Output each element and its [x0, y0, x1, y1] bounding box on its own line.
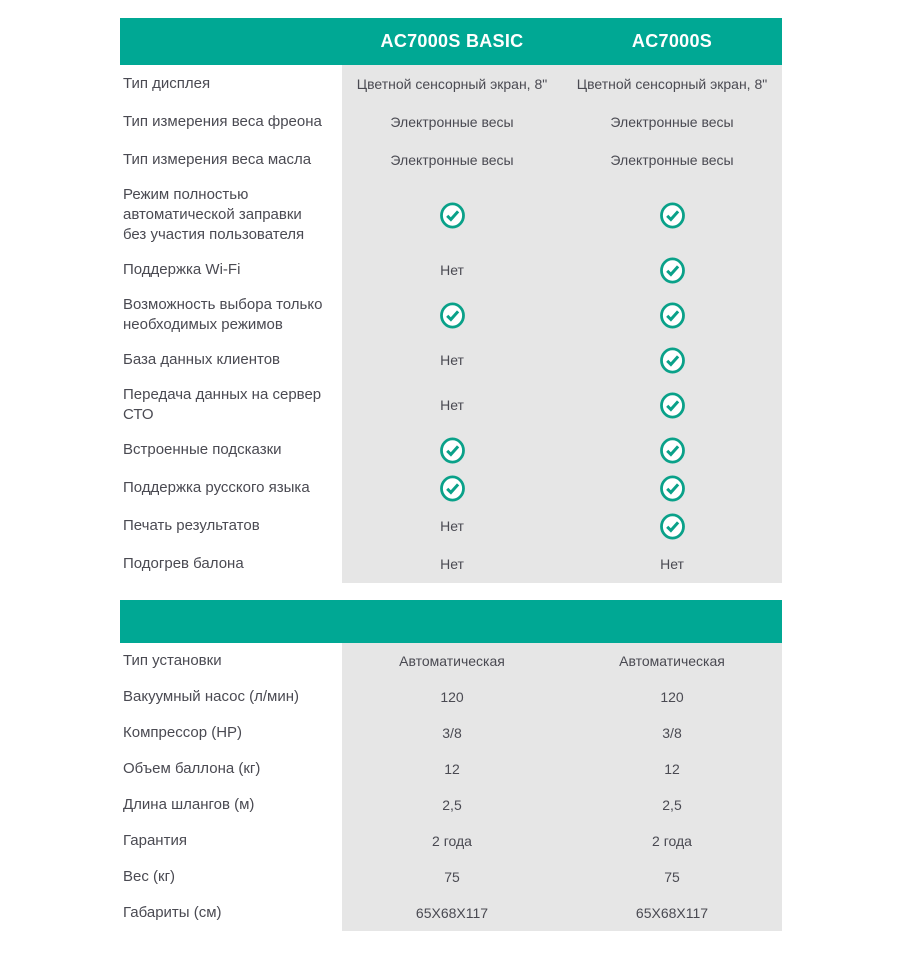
- value-cell: 2,5: [342, 787, 562, 823]
- row-label: Поддержка Wi-Fi: [120, 251, 342, 289]
- row-label: База данных клиентов: [120, 341, 342, 379]
- row-label: Печать результатов: [120, 507, 342, 545]
- header-spacer: [120, 18, 342, 65]
- column-header-ac7000s: AC7000S: [631, 31, 713, 51]
- check-icon: [660, 257, 685, 284]
- table-row: [120, 679, 782, 715]
- row-label: Компрессор (HP): [120, 715, 342, 751]
- row-label: Габариты (см): [120, 895, 342, 931]
- value-cell: Электронные весы: [562, 103, 782, 141]
- check-icon: [660, 437, 685, 464]
- value-cell: Нет: [342, 545, 562, 583]
- table-row: [120, 289, 782, 341]
- value-cell: 12: [562, 751, 782, 787]
- row-label: Тип измерения веса фреона: [120, 103, 342, 141]
- row-label: Тип установки: [120, 643, 342, 679]
- value-cell: Нет: [562, 545, 782, 583]
- value-cell: [342, 289, 562, 341]
- value-cell: Электронные весы: [562, 141, 782, 179]
- value-cell: Нет: [342, 341, 562, 379]
- column-header-ac7000s-basic: AC7000S BASIC: [380, 31, 524, 51]
- table-row: [120, 469, 782, 507]
- value-cell: [342, 431, 562, 469]
- check-icon: [660, 202, 685, 229]
- row-label: Возможность выбора только необходимых режимов: [120, 289, 342, 341]
- value-cell: 2 года: [562, 823, 782, 859]
- section-divider-bar: [120, 600, 782, 643]
- specs-section-features: [120, 18, 782, 583]
- value-cell: 2,5: [562, 787, 782, 823]
- check-icon: [660, 513, 685, 540]
- table-row: [120, 715, 782, 751]
- value-cell: Цветной сенсорный экран, 8": [562, 65, 782, 103]
- row-label: Объем баллона (кг): [120, 751, 342, 787]
- value-cell: Электронные весы: [342, 103, 562, 141]
- table-row: [120, 507, 782, 545]
- value-cell: 2 года: [342, 823, 562, 859]
- value-cell: [342, 179, 562, 251]
- value-cell: 65X68X117: [342, 895, 562, 931]
- value-cell: Нет: [342, 379, 562, 431]
- value-cell: 65X68X117: [562, 895, 782, 931]
- table-header-bar: [120, 18, 782, 65]
- table-row: [120, 141, 782, 179]
- value-cell: 120: [342, 679, 562, 715]
- value-cell: [562, 179, 782, 251]
- row-label: Режим полностью автоматической заправки без участия пользователя: [120, 179, 342, 251]
- value-cell: Нет: [342, 507, 562, 545]
- table-row: [120, 823, 782, 859]
- value-cell: Автоматическая: [562, 643, 782, 679]
- value-cell: Нет: [342, 251, 562, 289]
- table-row: [120, 251, 782, 289]
- section-body: [120, 643, 782, 931]
- table-row: [120, 545, 782, 583]
- table-row: [120, 341, 782, 379]
- check-icon: [660, 302, 685, 329]
- value-cell: [562, 431, 782, 469]
- check-icon: [440, 475, 465, 502]
- value-cell: 75: [342, 859, 562, 895]
- value-cell: [562, 289, 782, 341]
- value-cell: 12: [342, 751, 562, 787]
- table-row: [120, 65, 782, 103]
- value-cell: [342, 469, 562, 507]
- row-label: Вес (кг): [120, 859, 342, 895]
- check-icon: [660, 392, 685, 419]
- row-label: Подогрев балона: [120, 545, 342, 583]
- value-cell: Автоматическая: [342, 643, 562, 679]
- row-label: Вакуумный насос (л/мин): [120, 679, 342, 715]
- row-label: Тип измерения веса масла: [120, 141, 342, 179]
- table-row: [120, 179, 782, 251]
- row-label: Длина шлангов (м): [120, 787, 342, 823]
- row-label: Передача данных на сервер СТО: [120, 379, 342, 431]
- row-label: Встроенные подсказки: [120, 431, 342, 469]
- value-cell: Электронные весы: [342, 141, 562, 179]
- table-row: [120, 431, 782, 469]
- check-icon: [660, 475, 685, 502]
- section-body: [120, 65, 782, 583]
- value-cell: [562, 251, 782, 289]
- table-row: [120, 895, 782, 931]
- value-cell: 3/8: [562, 715, 782, 751]
- table-row: [120, 379, 782, 431]
- table-row: [120, 859, 782, 895]
- check-icon: [440, 202, 465, 229]
- value-cell: [562, 507, 782, 545]
- value-cell: 75: [562, 859, 782, 895]
- check-icon: [440, 302, 465, 329]
- value-cell: 3/8: [342, 715, 562, 751]
- row-label: Тип дисплея: [120, 65, 342, 103]
- value-cell: [562, 341, 782, 379]
- check-icon: [660, 347, 685, 374]
- check-icon: [440, 437, 465, 464]
- table-row: [120, 787, 782, 823]
- table-row: [120, 103, 782, 141]
- row-label: Гарантия: [120, 823, 342, 859]
- value-cell: Цветной сенсорный экран, 8": [342, 65, 562, 103]
- row-label: Поддержка русского языка: [120, 469, 342, 507]
- value-cell: [562, 379, 782, 431]
- table-row: [120, 643, 782, 679]
- value-cell: 120: [562, 679, 782, 715]
- table-row: [120, 751, 782, 787]
- specs-section-technical: [120, 600, 782, 931]
- value-cell: [562, 469, 782, 507]
